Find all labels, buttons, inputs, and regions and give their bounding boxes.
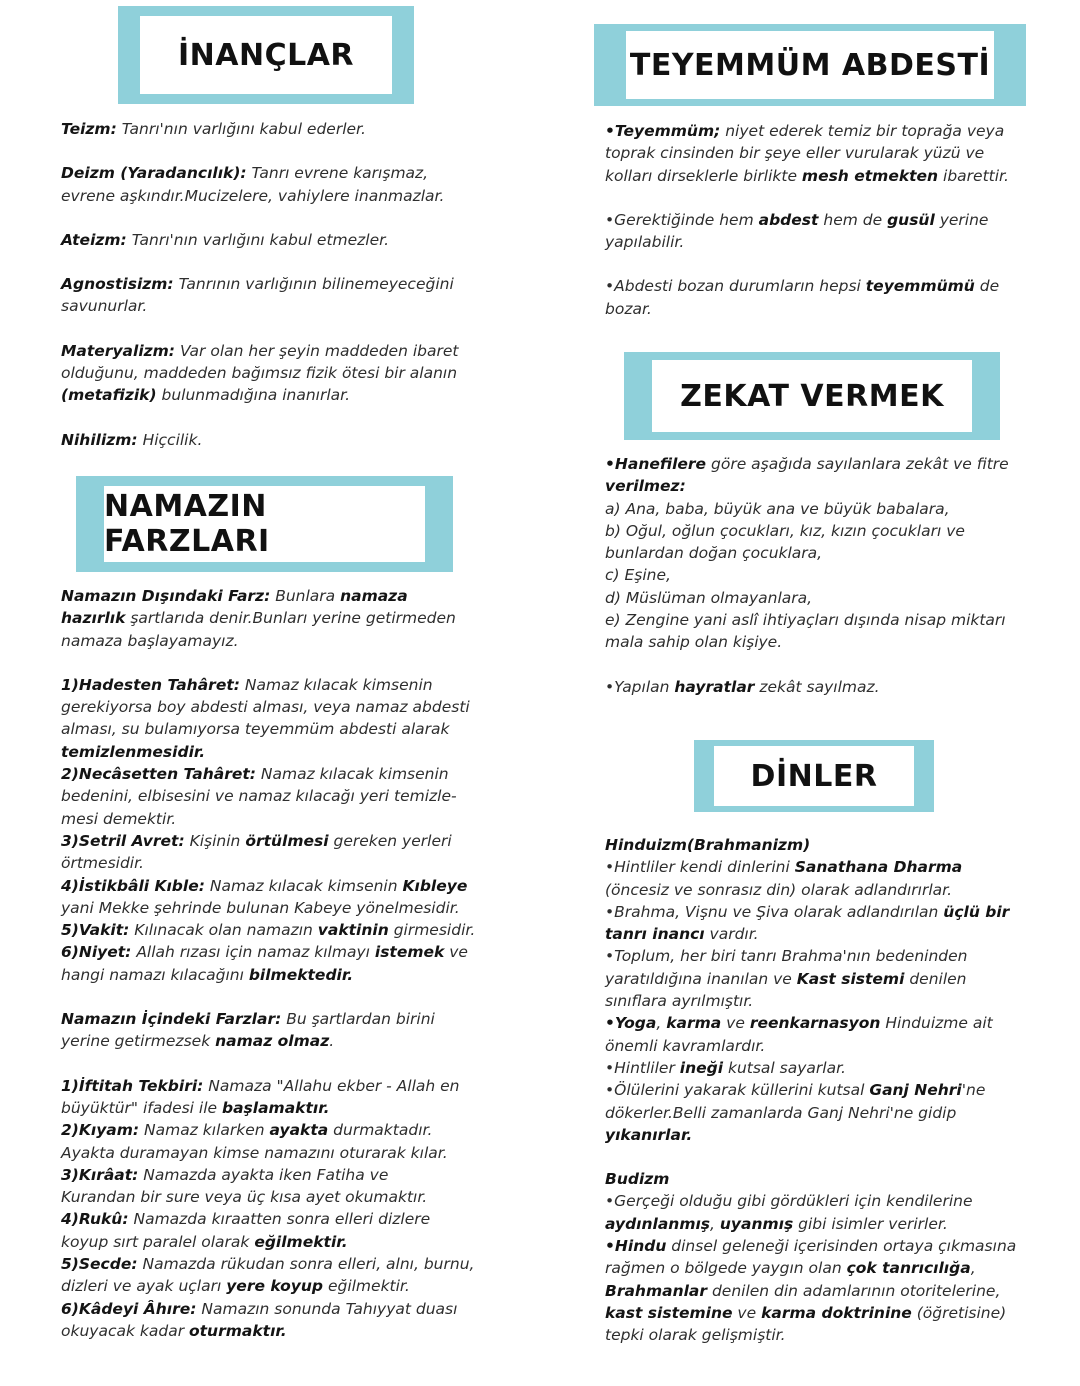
heading-box-zekat: [624, 352, 1000, 440]
zekat-item-a: a) Ana, baba, büyük ana ve büyük babalara,: [605, 499, 950, 518]
hadesten-taharet: 1)Hadesten Tahâret: Namaz kılacak kimsenin gerekiyorsa boy abdesti alması, veya namaz abdesti alması, su bulamıyorsa teyemmüm abdesti alarak temizlenmesidir.: [61, 675, 470, 761]
teyemmum-definition: •Teyemmüm; niyet ederek temiz bir toprağa veya toprak cinsinden bir şeye eller vurularak yüzü ve kolları dirseklerle birlikte mesh etmekten ibarettir.: [605, 122, 1009, 185]
namaz-icindeki-farzlar: Namazın İçindeki Farzlar: Bu şartlardan birini yerine getirmezsek namaz olmaz.: [61, 1010, 435, 1051]
budizm-item-1: •Gerçeği olduğu gibi gördükleri için kendilerine aydınlanmış, uyanmış gibi isimler verirler.: [605, 1192, 973, 1233]
istikbali-kible: 4)İstikbâli Kıble: Namaz kılacak kimsenin Kıbleye yani Mekke şehrinde bulunan Kabeye yönelmesidir.: [61, 876, 468, 917]
nihilizm-paragraph: Nihilizm: Hiçcilik.: [61, 430, 203, 449]
vakit: 5)Vakit: Kılınacak olan namazın vaktinin girmesidir.: [61, 921, 476, 940]
zekat-item-c: c) Eşine,: [605, 566, 671, 585]
inanclar-text: [61, 118, 511, 451]
iftitah-tekbiri: 1)İftitah Tekbiri: Namaza "Allahu ekber - Allah en büyüktür" ifadesi ile başlamaktır.: [61, 1076, 460, 1117]
zekat-item-d: d) Müslüman olmayanlara,: [605, 588, 813, 607]
hinduizm-item-1: •Hintliler kendi dinlerini Sanathana Dharma (öncesiz ve sonrasız din) olarak adlandırırlar.: [605, 858, 963, 899]
zekat-hanefi: •Hanefilere göre aşağıda sayılanlara zekât ve fitre verilmez:: [605, 455, 1009, 496]
ateizm-paragraph: Ateizm: Tanrı'nın varlığını kabul etmezler.: [61, 230, 390, 249]
teyemmum-bozan: •Abdesti bozan durumların hepsi teyemmümü de bozar.: [605, 277, 1000, 318]
hinduizm-item-6: •Ölülerini yakarak küllerini kutsal Ganj Nehri'ne dökerler.Belli zamanlarda Ganj Nehri'ne gidip yıkanırlar.: [605, 1081, 986, 1144]
heading-inanclar: İNANÇLAR: [140, 16, 392, 94]
hinduizm-item-4: •Yoga, karma ve reenkarnasyon Hinduizme ait önemli kavramlardır.: [605, 1014, 993, 1055]
teyemmum-usage: •Gerektiğinde hem abdest hem de gusül yerine yapılabilir.: [605, 210, 989, 252]
hinduizm-item-5: •Hintliler ineği kutsal sayarlar.: [605, 1058, 846, 1077]
heading-namaz-farzlari: NAMAZIN FARZLARI: [104, 486, 425, 562]
hinduizm-item-2: •Brahma, Vişnu ve Şiva olarak adlandırılan üçlü bir tanrı inancı vardır.: [605, 902, 1010, 944]
heading-zekat: ZEKAT VERMEK: [652, 360, 972, 432]
heading-dinler: DİNLER: [714, 746, 914, 806]
agnostisizm-paragraph: Agnostisizm: Tanrının varlığının bilinemeyeceğini savunurlar.: [61, 275, 454, 316]
hinduizm-title: Hinduizm(Brahmanizm): [605, 836, 811, 854]
heading-box-dinler: [694, 740, 934, 812]
heading-box-inanclar: [118, 6, 414, 104]
kiraat: 3)Kırâat: Namazda ayakta iken Fatiha ve Kurandan bir sure veya üç kısa ayet okumaktır.: [61, 1165, 428, 1207]
zekat-text: [605, 453, 1075, 698]
teyemmum-text: [605, 120, 1065, 320]
niyet: 6)Niyet: Allah rızası için namaz kılmayı istemek ve hangi namazı kılacağını bilmektedir.: [61, 943, 468, 984]
kadeyi-ahire: 6)Kâdeyi Âhıre: Namazın sonunda Tahıyyat duası okuyacak kadar oturmaktır.: [61, 1299, 458, 1340]
teizm-paragraph: Teizm: Tanrı'nın varlığını kabul ederler.: [61, 120, 366, 138]
zekat-item-e: e) Zengine yani aslî ihtiyaçları dışında nisap miktarı mala sahip olan kişiye.: [605, 611, 1006, 652]
heading-box-namaz-farzlari: [76, 476, 453, 572]
hinduizm-item-3: •Toplum, her biri tanrı Brahma'nın bedeninden yaratıldığına inanılan ve Kast sistemi denilen sınıflara ayrılmıştır.: [605, 947, 968, 1011]
ruku: 4)Rukû: Namazda kıraatten sonra elleri dizlere koyup sırt paralel olarak eğilmektir.: [61, 1210, 431, 1251]
secde: 5)Secde: Namazda rükudan sonra elleri, alnı, burnu, dizleri ve ayak uçları yere koyup eğilmektir.: [61, 1255, 475, 1296]
budizm-title: Budizm: [605, 1170, 670, 1189]
dinler-text: [605, 834, 1075, 1347]
zekat-hayratlar: •Yapılan hayratlar zekât sayılmaz.: [605, 677, 880, 696]
heading-box-teyemmum: [594, 24, 1026, 106]
deizm-paragraph: Deizm (Yaradancılık): Tanrı evrene karışmaz, evrene aşkındır.Mucizelere, vahiylere inanmazlar.: [61, 164, 445, 205]
budizm-item-2: •Hindu dinsel geleneği içerisinden ortaya çıkmasına rağmen o bölgede yaygın olan çok tanrıcılığa, Brahmanlar denilen din adamlarının otoritelerine, kast sistemine ve karma doktrinine (öğretisine) tepki olarak gelişmiştir.: [605, 1237, 1017, 1345]
kiyam: 2)Kıyam: Namaz kılarken ayakta durmaktadır. Ayakta duramayan kimse namazını oturarak kılar.: [61, 1121, 448, 1162]
heading-teyemmum: TEYEMMÜM ABDESTİ: [626, 31, 994, 99]
setril-avret: 3)Setril Avret: Kişinin örtülmesi gereken yerleri örtmesidir.: [61, 831, 452, 873]
necasetten-taharet: 2)Necâsetten Tahâret: Namaz kılacak kimsenin bedenini, elbisesini ve namaz kılacağı yeri temizle- mesi demektir.: [61, 765, 457, 828]
namaz-disindaki-farz: Namazın Dışındaki Farz: Bunlara namaza hazırlık şartlarıda denir.Bunları yerine getirmeden namaza başlayamayız.: [61, 587, 456, 650]
zekat-item-b: b) Oğul, oğlun çocukları, kız, kızın çocukları ve bunlardan doğan çocuklara,: [605, 521, 965, 563]
materyalizm-paragraph: Materyalizm: Var olan her şeyin maddeden ibaret olduğunu, maddeden bağımsız fizik ötesi bir alanın (metafizik) bulunmadığına inanırlar.: [61, 341, 459, 405]
namaz-farzlari-text: [61, 585, 531, 1342]
